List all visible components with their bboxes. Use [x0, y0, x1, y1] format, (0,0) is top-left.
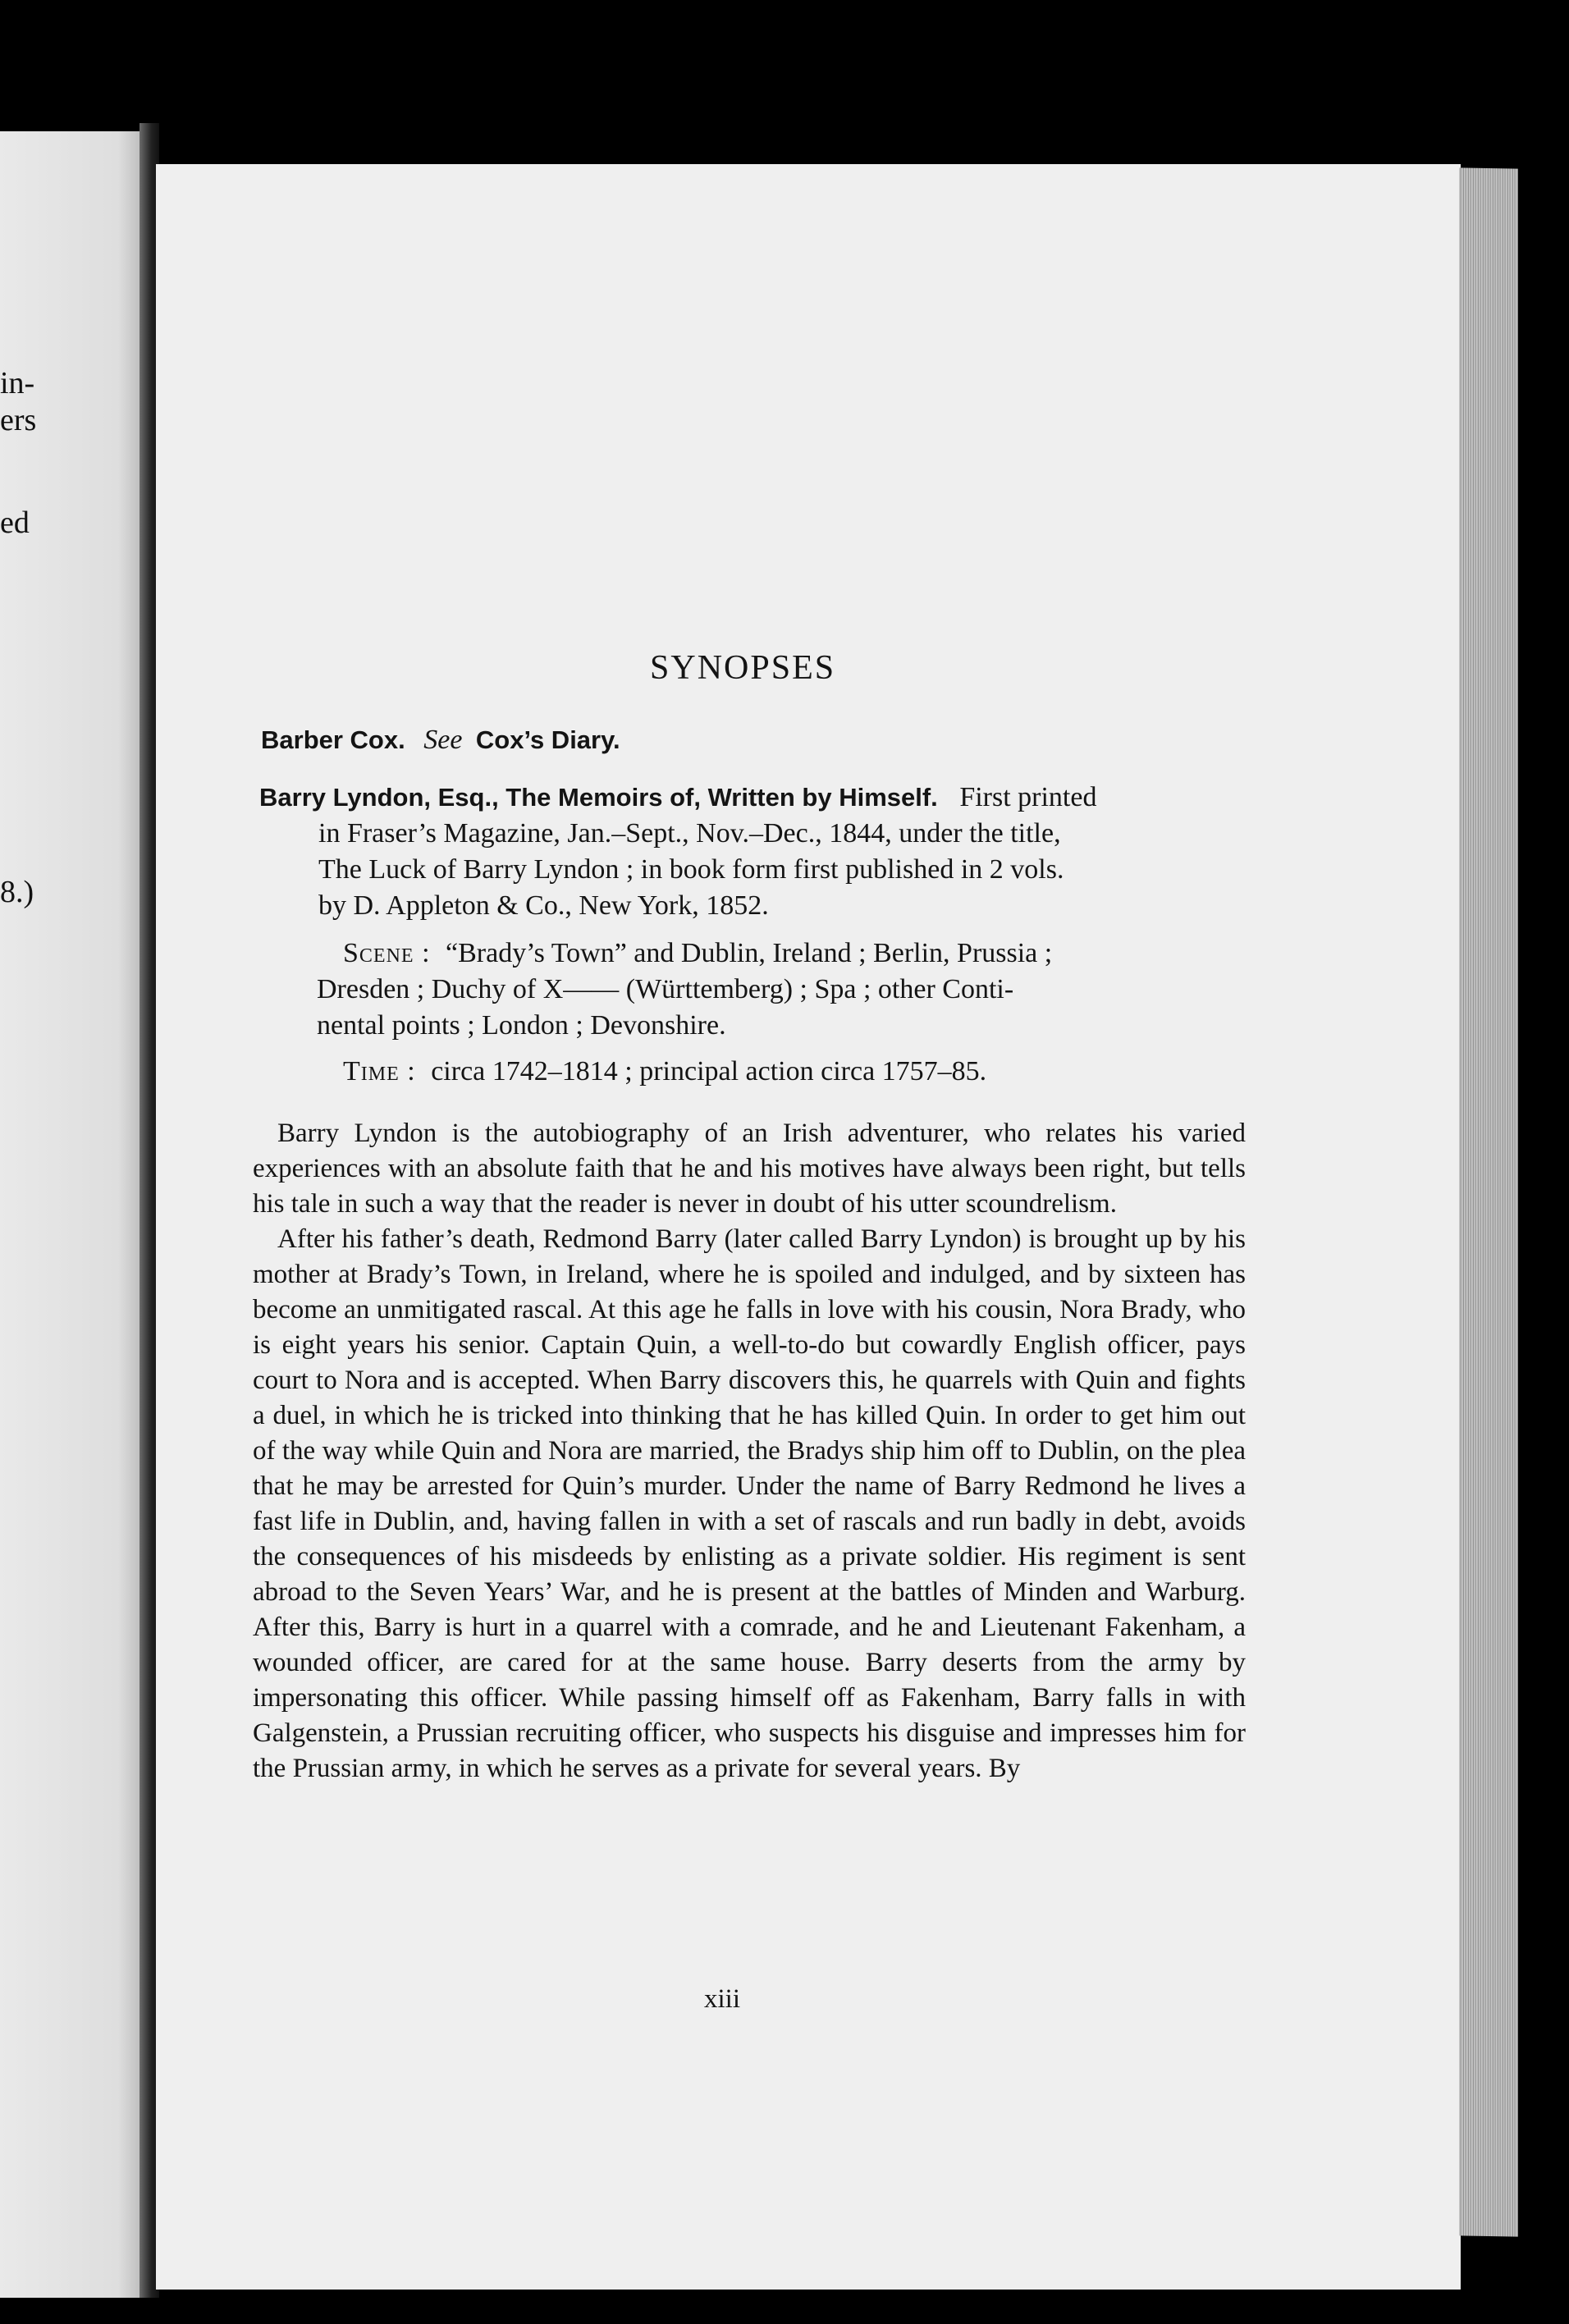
scene-text: “Brady’s Town” and Dublin, Ireland ; Berlin, Prussia ; — [446, 938, 1053, 968]
left-facing-page — [0, 131, 148, 2298]
time-line — [343, 1054, 986, 1090]
left-page-fragment: in- — [0, 366, 35, 400]
page-title: SYNOPSES — [650, 649, 836, 687]
entry-barry-lyndon-heading-line — [259, 780, 1096, 816]
time-label: Time : — [343, 1056, 416, 1087]
entry-heading: Barber Cox. — [261, 725, 405, 754]
scene-line: nental points ; London ; Devonshire. — [317, 1010, 726, 1041]
left-page-fragment: ers — [0, 403, 37, 437]
left-page-fragment: 8.) — [0, 875, 34, 909]
entry-text-line: The Luck of Barry Lyndon ; in book form first published in 2 vols. — [318, 854, 1064, 885]
reference-target: Cox’s Diary. — [475, 725, 620, 754]
time-text: circa 1742–1814 ; principal action circa 1757–85. — [431, 1056, 987, 1087]
synopsis-paragraph: After his father’s death, Redmond Barry (later called Barry Lyndon) is brought up by his mother at Brady’s Town, in Ireland, where he is spoiled and indulged, and by sixteen has become an unmitigated rascal. At this age he falls in love with his cousin, Nora Brady, who is eight years his senior. Captain Quin, a well-to-do but cowardly English officer, pays court to Nora and is accepted. When Barry discovers this, he quarrels with Quin and fights a duel, in which he is tricked into thinking that he has killed Quin. In order to get him out of the way while Quin and Nora are married, the Bradys ship him off to Dublin, on the plea that he may be arrested for Quin’s murder. Under the name of Barry Redmond he lives a fast life in Dublin, and, having fallen in with a set of rascals and run badly in debt, avoids the consequences of his misdeeds by enlisting as a private soldier. His regiment is sent abroad to the Seven Years’ War, and he is present at the battles of Minden and Warburg. After this, Barry is hurt in a quarrel with a comrade, and he and Lieutenant Fakenham, a wounded officer, are cared for at the same house. Barry deserts from the army by impersonating this officer. While passing himself off as Fakenham, Barry falls in with Galgenstein, a Prussian recruiting officer, who suspects his disguise and impresses him for the Prussian army, in which he serves as a private for several years. By — [253, 1224, 1246, 1783]
entry-heading: Barry Lyndon, Esq., The Memoirs of, Written by Himself. — [259, 783, 938, 812]
scene-label: Scene : — [343, 938, 431, 968]
scene-line: Dresden ; Duchy of X—— (Württemberg) ; Spa ; other Conti- — [317, 974, 1014, 1004]
see-reference: See — [423, 725, 463, 755]
synopsis-body — [253, 1116, 1246, 1786]
page-edges — [1459, 167, 1518, 2236]
entry-text-line: by D. Appleton & Co., New York, 1852. — [318, 890, 769, 921]
left-page-fragment: ed — [0, 506, 30, 540]
entry-text: First printed — [959, 782, 1097, 812]
page-number: xiii — [704, 1984, 741, 2014]
synopsis-paragraph: Barry Lyndon is the autobiography of an Irish adventurer, who relates his varied experiences with an absolute faith that he and his motives have always been right, but tells his tale in such a way that the reader is never in doubt of his utter scoundrelism. — [253, 1119, 1246, 1219]
entry-barber-cox — [261, 722, 620, 758]
scene-line — [343, 936, 1052, 972]
entry-text-line: in Fraser’s Magazine, Jan.–Sept., Nov.–Dec., 1844, under the title, — [318, 818, 1061, 849]
